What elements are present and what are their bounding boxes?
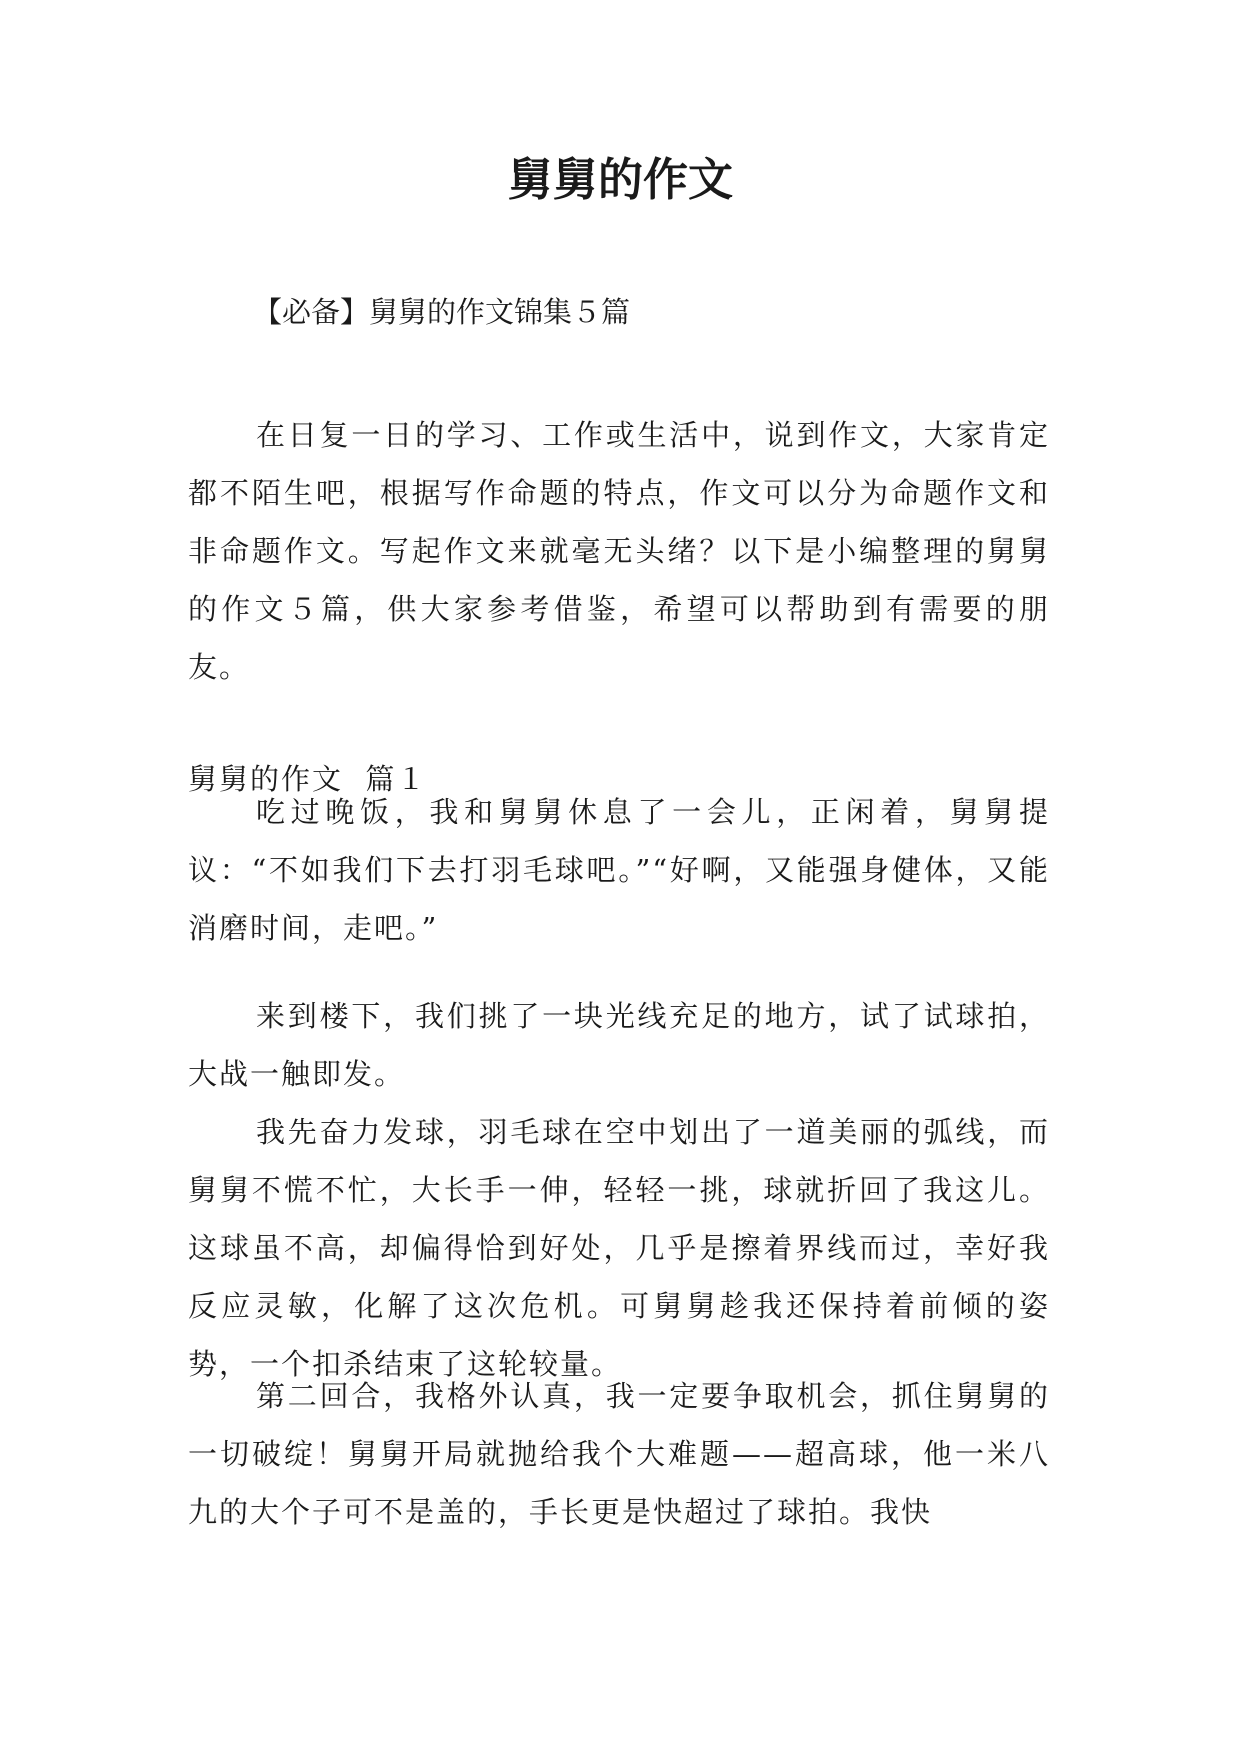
body-paragraph-1: 吃过晚饭，我和舅舅休息了一会儿，正闲着，舅舅提议：“不如我们下去打羽毛球吧。”“好啊，又能强身健体，又能消磨时间，走吧。” <box>188 795 1050 945</box>
document-subtitle: 【必备】舅舅的作文锦集５篇 <box>253 295 631 329</box>
intro-paragraph: 在日复一日的学习、工作或生活中，说到作文，大家肯定都不陌生吧，根据写作命题的特点，作文可以分为命题作文和非命题作文。写起作文来就毫无头绪？以下是小编整理的舅舅的作文５篇，供大家参考借鉴，希望可以帮助到有需要的朋友。 <box>188 418 1050 684</box>
body-paragraph-4: 第二回合，我格外认真，我一定要争取机会，抓住舅舅的一切破绽！舅舅开局就抛给我个大难题——超高球，他一米八九的大个子可不是盖的，手长更是快超过了球拍。我快 <box>188 1379 1050 1529</box>
document-title: 舅舅的作文 <box>507 153 733 206</box>
body-paragraph-2: 来到楼下，我们挑了一块光线充足的地方，试了试球拍，大战一触即发。 <box>188 999 1050 1091</box>
body-paragraph-3: 我先奋力发球，羽毛球在空中划出了一道美丽的弧线，而舅舅不慌不忙，大长手一伸，轻轻一挑，球就折回了我这儿。这球虽不高，却偏得恰到好处，几乎是擦着界线而过，幸好我反应灵敏，化解了这次危机。可舅舅趁我还保持着前倾的姿势，一个扣杀结束了这轮较量。 <box>188 1115 1050 1381</box>
section-heading: 舅舅的作文 篇１ <box>188 762 428 796</box>
